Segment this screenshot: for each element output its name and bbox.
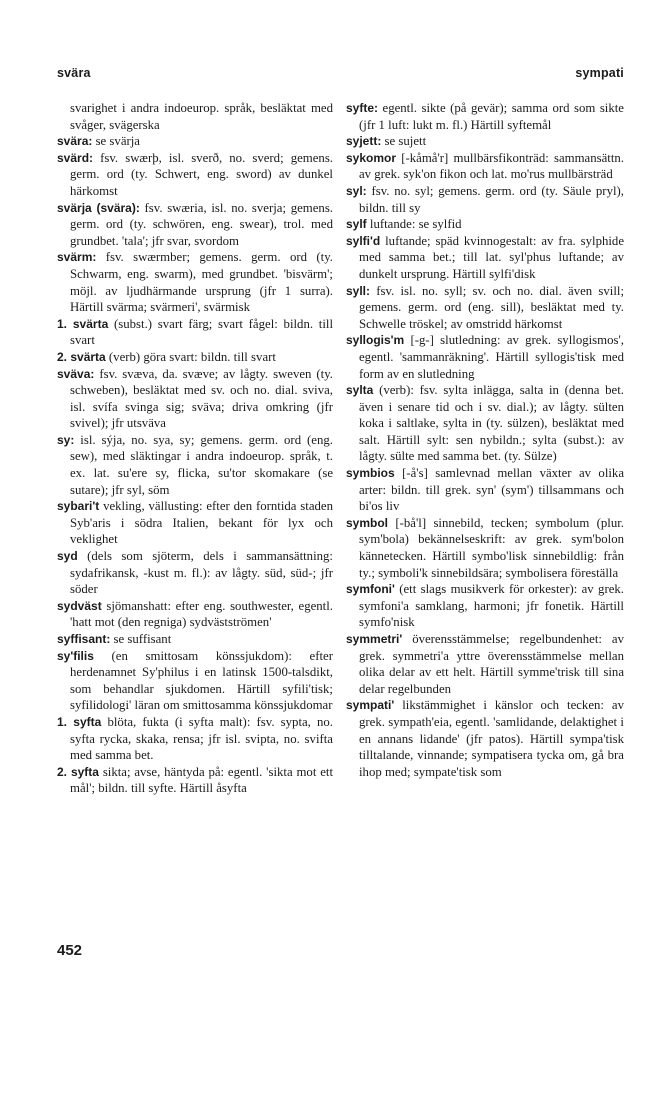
entry-headword: sympati': [346, 698, 395, 713]
dictionary-entry: [57, 100, 333, 133]
entry-definition: (en smittosam könssjukdom): efter herdenamnet Sy'philus i en latinsk 1500-talsdikt, som behandlar sjukdomen. Härtill syfili'tisk; syfilidologi' läran om smittosamma könssjukdomar: [70, 648, 333, 713]
entry-definition: fsv. isl. no. syll; sv. och no. dial. även svill; gemens. germ. ord (eng. sill), besläktat med ty. Schwelle tröskel; av omstridd härkomst: [359, 283, 624, 331]
entry-headword: 2. syfta: [57, 764, 99, 779]
entry-headword: syffisant:: [57, 632, 111, 646]
entry-definition: [-å's] samlevnad mellan växter av olika arter: bildn. till grek. syn' (sym') tillsammans och bi'os liv: [359, 466, 625, 514]
entry-headword: sybari't: [57, 499, 100, 514]
entry-headword: syjett:: [346, 134, 382, 149]
dictionary-entry: [57, 316, 333, 349]
entry-headword: sy'filis: [57, 648, 94, 663]
entry-definition: se suffisant: [113, 632, 172, 646]
entry-definition: likstämmighet i känslor och tecken: av grek. sympath'eia, egentl. 'samlidande, delaktighet i en annans lidande' (jfr patos). Härtill sympa'tisk tilltalande, vinnande; sympatisera tycka om, gå bra ihop med; sympate'tisk som: [359, 698, 625, 779]
entry-headword: syd: [57, 549, 78, 564]
entry-definition: [-bå'l] sinnebild, tecken; symbolum (plur. sym'bola) bekännelseskrift: av grek. sym'bolon kännetecken. Härtill symbo'lisk sinnebildlig: från ty.; symboli'k sinnebildsära; symbolisera föreställa: [359, 515, 624, 580]
dictionary-entry: [57, 714, 333, 764]
entry-headword: svärm:: [57, 250, 97, 265]
dictionary-entry: [57, 150, 333, 200]
entry-definition: se svärja: [95, 134, 140, 149]
entry-headword: syl:: [346, 183, 367, 198]
entry-definition: svarighet i andra indoeurop. språk, besläktat med svåger, svägerska: [70, 101, 333, 132]
entry-headword: syll:: [346, 283, 371, 298]
dictionary-entry: [57, 764, 333, 797]
dictionary-entry: [346, 382, 624, 465]
entry-headword: svärd:: [57, 150, 94, 165]
dictionary-entry: [57, 648, 333, 714]
entry-definition: luftande; späd kvinnogestalt: av fra. sylphide med samma bet.; till lat. syl'phus luftande; av dunkelt ursprung. Härtill sylfi'disk: [359, 233, 624, 281]
dictionary-entry: [346, 216, 624, 233]
dictionary-entry: [57, 598, 333, 631]
dictionary-entry: [346, 697, 624, 780]
entry-definition: se sujett: [384, 134, 427, 149]
entry-definition: isl. sýja, no. sya, sy; gemens. germ. ord (eng. sew), med släktingar i andra indoeurop. språk, t. ex. lat. su'ere sy, flicka, su'tor skomakare (se sutare); jfr syl, söm: [70, 432, 333, 497]
dictionary-entry: [346, 581, 624, 631]
dictionary-entry: [346, 332, 624, 382]
dictionary-entry: [346, 233, 624, 283]
entry-definition: egentl. sikte (på gevär); samma ord som sikte (jfr 1 luft: lukt m. fl.) Härtill syftemål: [359, 101, 624, 132]
entry-headword: syllogis'm: [346, 333, 405, 348]
dictionary-entry: [57, 432, 333, 498]
dictionary-entry: [57, 548, 333, 598]
entry-headword: sylta: [346, 383, 374, 398]
dictionary-entry: [57, 631, 333, 648]
dictionary-entry: [346, 283, 624, 333]
entry-definition: (verb) göra svart: bildn. till svart: [108, 349, 276, 364]
entry-definition: vekling, vällusting: efter den forntida staden Syb'aris i södra Italien, bekant för lyx och veklighet: [70, 499, 333, 547]
entry-definition: överensstämmelse; regelbundenhet: av grek. symmetri'a yttre överensstämmelse mellan olika delar av ett helt. Härtill symme'trisk till sina delar regelbunden: [359, 632, 624, 696]
entry-headword: 1. svärta: [57, 316, 109, 331]
entry-headword: symbios: [346, 466, 395, 481]
entry-definition: fsv. swærþ, isl. sverð, no. sverd; gemens. germ. ord (ty. Schwert, eng. sword) av dunkel härkomst: [70, 150, 334, 198]
dictionary-entry: [346, 465, 624, 515]
dictionary-entry: [57, 349, 333, 366]
dictionary-entry: [346, 133, 624, 150]
entry-headword: sykomor: [346, 150, 397, 165]
entry-definition: (ett slags musikverk för orkester): av grek. symfoni'a samklang, harmoni; jfr fonetik. Härtill symfo'nisk: [359, 582, 624, 630]
dictionary-entry: [57, 200, 333, 250]
dictionary-entry: [346, 183, 624, 216]
entry-definition: luftande: se sylfid: [369, 217, 462, 232]
dictionary-entry: [346, 631, 624, 697]
running-head-right: sympati: [575, 66, 624, 80]
dictionary-entry: [346, 150, 624, 183]
entry-headword: sylf: [346, 217, 367, 232]
entry-headword: sväva:: [57, 366, 95, 381]
entry-headword: symbol: [346, 515, 389, 530]
entry-headword: 1. syfta: [57, 714, 102, 729]
entry-definition: fsv. no. syl; gemens. germ. ord (ty. Säule pryl), bildn. till sy: [359, 183, 624, 215]
entry-definition: (dels som sjöterm, dels i sammansättning: sydafrikansk, -kust m. fl.): av lågty. süd, süd-; jfr söder: [70, 549, 333, 597]
entry-definition: fsv. svæva, da. svæve; av lågty. sweven (ty. schweben), besläktat med sv. och no. dial. sviva, isl. svífa svinga sig; sväva; driva omkring (jfr svivel); jfr utsväva: [70, 366, 333, 431]
dictionary-entry: [57, 249, 333, 315]
entry-headword: syfte:: [346, 101, 379, 115]
entry-headword: svärja (svära):: [57, 200, 140, 215]
entry-definition: blöta, fukta (i syfta malt): fsv. sypta, no. syfta rycka, skaka, rensa; jfr isl. svipta, no. svifta med samma bet.: [70, 714, 334, 763]
left-column: [57, 100, 333, 797]
entry-headword: 2. svärta: [57, 349, 106, 364]
entry-definition: sjömanshatt: efter eng. southwester, egentl. 'hatt mot (den regniga) sydvästströmen': [70, 598, 333, 630]
entry-definition: [-g-] slutledning: av grek. syllogismos', egentl. 'sammanräkning'. Härtill syllogis'tisk med form av en slutledning: [359, 333, 624, 381]
entry-headword: sylfi'd: [346, 233, 381, 248]
entry-definition: (verb): fsv. sylta inlägga, salta in (denna bet. även i senare tid och i sv. dial.); av lågty. sülten koka i saltlake, sylta in (ty. sülzen), besläktat med salt. Härtill sylt: sen nybildn.; sylta (subst.): av lågty. sülte med samma bet. (ty. Sülze): [359, 383, 624, 464]
entry-definition: fsv. swærmber; gemens. germ. ord (ty. Schwarm, eng. swarm), med grundbet. 'bisvärm'; möjl. av ljudhärmande ursprung (jfr 1 surra). Härtill svärma; svärmeri', svärmisk: [70, 250, 333, 315]
running-head-left: svära: [57, 66, 91, 80]
entry-headword: symmetri': [346, 632, 403, 646]
right-column: [346, 100, 624, 780]
entry-headword: sydväst: [57, 598, 102, 613]
dictionary-entry: [57, 366, 333, 432]
entry-headword: symfoni': [346, 582, 395, 597]
dictionary-entry: [346, 515, 624, 581]
dictionary-entry: [346, 100, 624, 133]
entry-definition: fsv. swæria, isl. no. sverja; gemens. germ. ord (ty. schwören, eng. swear), trol. med grundbet. 'tala'; jfr svar, svordom: [70, 200, 333, 248]
page-number: 452: [57, 942, 83, 959]
dictionary-entry: [57, 133, 333, 150]
entry-headword: svära:: [57, 134, 93, 149]
entry-headword: sy:: [57, 432, 75, 447]
dictionary-entry: [57, 498, 333, 548]
entry-definition: sikta; avse, häntyda på: egentl. 'sikta mot ett mål'; bildn. till syfte. Härtill åsyfta: [70, 764, 334, 796]
entry-definition: (subst.) svart färg; svart fågel: bildn. till svart: [70, 316, 334, 348]
entry-definition: [-kåmå'r] mullbärsfikonträd: sammansättn. av grek. syk'on fikon och lat. mo'rus mullbärsträd: [359, 150, 624, 182]
